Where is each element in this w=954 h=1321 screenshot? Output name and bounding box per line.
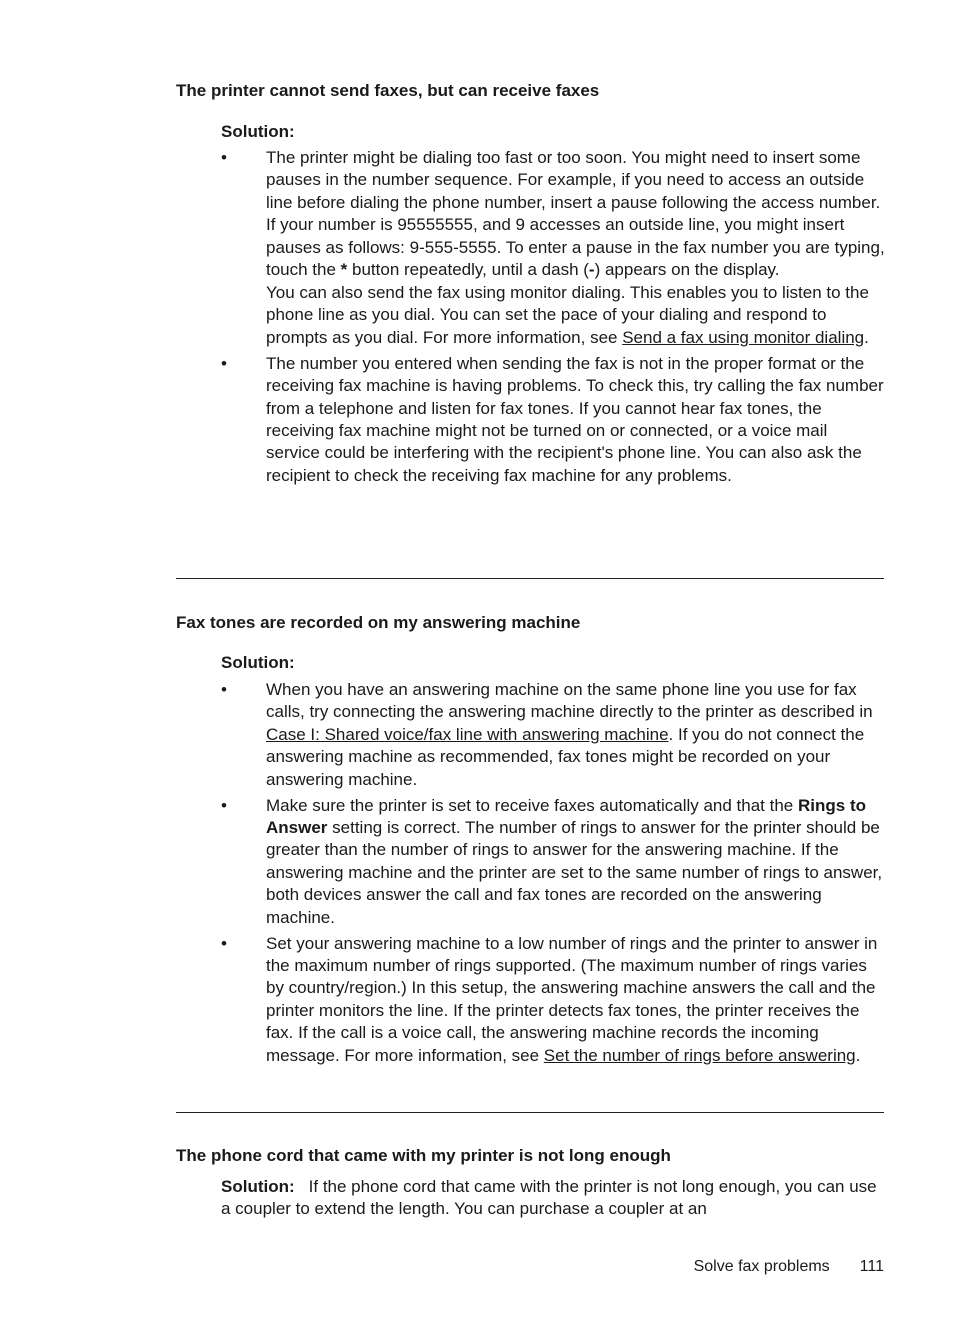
bullet-paragraph: [266, 147, 885, 281]
section-divider: [176, 1112, 884, 1113]
bullet-marker: •: [221, 795, 227, 815]
text-run: ) appears on the display.: [594, 260, 780, 280]
list-item: [221, 795, 885, 929]
list-item: [221, 679, 885, 791]
bullet-paragraph: The number you entered when sending the fax is not in the proper format or the receiving fax machine is having problems. To check this, try calling the fax number from a telephone and listen for fax tones. If you cannot hear fax tones, the receiving fax machine might not be turned on or connected, or a voice mail service could be interfering with the recipient's phone line. You can also ask the recipient to check the receiving fax machine for any problems.: [266, 353, 884, 485]
star-key-label: *: [340, 260, 348, 280]
text-run: .: [855, 1045, 861, 1065]
section-heading-phone-cord: The phone cord that came with my printer is not long enough: [176, 1146, 671, 1165]
bullet-paragraph: [266, 933, 885, 1067]
text-run: setting is correct. The number of rings to answer for the printer should be greater than the number of rings to answer for the answering machine. If the answering machine and the printer are set to the same number of rings to answer, both devices answer the call and fax tones are recorded on the answering machine.: [266, 818, 883, 927]
text-run: Make sure the printer is set to receive faxes automatically and that the: [266, 795, 798, 815]
text-run: If the phone cord that came with the printer is not long enough, you can use a coupler to extend the length. You can purchase a coupler at an: [221, 1177, 877, 1219]
bullet-marker: •: [221, 353, 227, 373]
solution-label: Solution:: [221, 122, 295, 141]
link-send-fax-monitor-dialing[interactable]: Send a fax using monitor dialing: [622, 327, 865, 347]
solution-paragraph: [221, 1176, 885, 1221]
text-run: When you have an answering machine on the same phone line you use for fax calls, try connecting the answering machine directly to the printer as described in: [266, 680, 873, 722]
list-item: [221, 353, 885, 487]
solution-label: Solution:: [221, 653, 295, 672]
text-run: button repeatedly, until a dash (: [347, 260, 589, 280]
text-run: . If you do not connect the answering machine as recommended, fax tones might be recorded on your answering machine.: [266, 724, 865, 789]
bullet-paragraph: [266, 795, 885, 929]
link-case-i-shared-line[interactable]: Case I: Shared voice/fax line with answering machine: [266, 724, 669, 744]
section-heading-cannot-send: The printer cannot send faxes, but can receive faxes: [176, 81, 600, 100]
bullet-marker: •: [221, 148, 227, 167]
dash-key-label: -: [588, 260, 595, 280]
section-divider: [176, 578, 884, 579]
list-item: [221, 147, 885, 349]
footer-section-title: Solve fax problems: [693, 1258, 830, 1275]
section-heading-fax-tones: Fax tones are recorded on my answering machine: [176, 613, 581, 632]
text-run: The printer might be dialing too fast or too soon. You might need to insert some pauses in the number sequence. For example, if you need to access an outside line before dialing the phone number, insert a pause following the access number. If your number is 95555555, and 9 accesses an outside line, you might insert pauses as follows: 9-555-5555. To enter a pause in the fax number you are typing, touch the: [266, 148, 885, 280]
rings-to-answer-label: Rings to Answer: [266, 795, 866, 838]
page-footer: [0, 1257, 884, 1277]
bullet-paragraph: [266, 282, 885, 349]
bullet-marker: •: [221, 680, 227, 699]
link-set-number-of-rings[interactable]: Set the number of rings before answering: [543, 1045, 856, 1065]
page-number: 111: [859, 1258, 884, 1275]
bullet-paragraph: [266, 679, 885, 791]
solution-label: Solution:: [221, 1177, 295, 1196]
text-run: .: [864, 327, 869, 347]
list-item: [221, 933, 885, 1067]
text-run: You can also send the fax using monitor dialing. This enables you to listen to the phone line as you dial. You can set the pace of your dialing and respond to prompts as you dial. For more information, see: [266, 283, 869, 347]
bullet-marker: •: [221, 933, 227, 953]
text-run: Set your answering machine to a low number of rings and the printer to answer in the maximum number of rings supported. (The maximum number of rings varies by country/region.) In this setup, the answering machine answers the call and the printer monitors the line. If the printer detects fax tones, the printer receives the fax. If the call is a voice call, the answering machine records the incoming message. For more information, see: [266, 933, 878, 1065]
bullet-list: [221, 679, 885, 1071]
bullet-list: [221, 147, 885, 491]
